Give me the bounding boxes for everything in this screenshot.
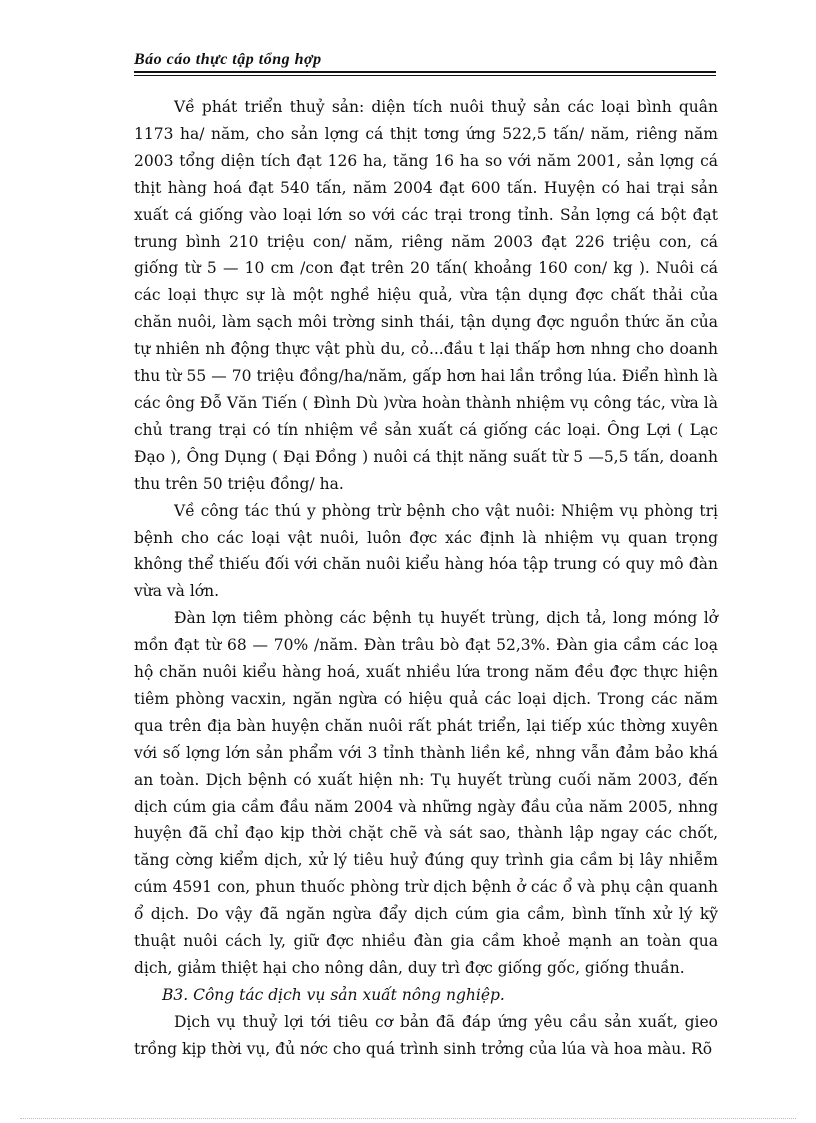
header-title: Báo cáo thực tập tổng hợp bbox=[134, 51, 322, 68]
header-rule-thick bbox=[134, 71, 716, 73]
paragraph-veterinary: Về công tác thú y phòng trừ bệnh cho vật nuôi: Nhiệm vụ phòng trị bệnh cho các loại vật nuôi, luôn đợc xác định là nhiệm vụ quan trọng không thể thiếu đối với chăn nuôi kiểu hàng hóa tập trung có quy mô đàn vừa và lớn. bbox=[134, 501, 718, 601]
page-header bbox=[134, 50, 716, 76]
page-bottom-border bbox=[20, 1118, 796, 1119]
document-body bbox=[134, 94, 718, 1063]
section-heading-b3: B3. Công tác dịch vụ sản xuất nông nghiệp. bbox=[162, 985, 505, 1004]
paragraph-irrigation: Dịch vụ thuỷ lợi tới tiêu cơ bản đã đáp ứng yêu cầu sản xuất, gieo trồng kịp thời vụ, đủ nớc cho quá trình sinh trởng của lúa và hoa màu. Rõ bbox=[134, 1012, 718, 1058]
header-rule-thin bbox=[134, 75, 716, 76]
paragraph-fisheries: Về phát triển thuỷ sản: diện tích nuôi thuỷ sản các loại bình quân 1173 ha/ năm, cho sản lợng cá thịt tơng ứng 522,5 tấn/ năm, riêng năm 2003 tổng diện tích đạt 126 ha, tăng 16 ha so với năm 2001, sản lợng cá thịt hàng hoá đạt 540 tấn, năm 2004 đạt 600 tấn. Huyện có hai trại sản xuất cá giống vào loại lớn so với các trại trong tỉnh. Sản lợng cá bột đạt trung bình 210 triệu con/ năm, riêng năm 2003 đạt 226 triệu con, cá giống từ 5 — 10 cm /con đạt trên 20 tấn( khoảng 160 con/ kg ). Nuôi cá các loại thực sự là một nghề hiệu quả, vừa tận dụng đợc chất thải của chăn nuôi, làm sạch môi trờng sinh thái, tận dụng đợc nguồn thức ăn của tự nhiên nh động thực vật phù du, cỏ...đầu t lại thấp hơn nhng cho doanh thu từ 55 — 70 triệu đồng/ha/năm, gấp hơn hai lần trồng lúa. Điển hình là các ông Đỗ Văn Tiến ( Đình Dù )vừa hoàn thành nhiệm vụ công tác, vừa là chủ trang trại có tín nhiệm về sản xuất cá giống các loại. Ông Lợi ( Lạc Đạo ), Ông Dụng ( Đại Đồng ) nuôi cá thịt năng suất từ 5 —5,5 tấn, doanh thu trên 50 triệu đồng/ ha. bbox=[134, 98, 718, 493]
paragraph-vaccination: Đàn lợn tiêm phòng các bệnh tụ huyết trùng, dịch tả, long móng lở mồn đạt từ 68 — 70% /năm. Đàn trâu bò đạt 52,3%. Đàn gia cầm các loạ hộ chăn nuôi kiểu hàng hoá, xuất nhiều lứa trong năm đều đợc thực hiện tiêm phòng vacxin, ngăn ngừa có hiệu quả các loại dịch. Trong các năm qua trên địa bàn huyện chăn nuôi rất phát triển, lại tiếp xúc thờng xuyên với số lợng lớn sản phẩm với 3 tỉnh thành liền kề, nhng vẫn đảm bảo khá an toàn. Dịch bệnh có xuất hiện nh: Tụ huyết trùng cuối năm 2003, đến dịch cúm gia cầm đầu năm 2004 và những ngày đầu của năm 2005, nhng huyện đã chỉ đạo kịp thời chặt chẽ và sát sao, thành lập ngay các chốt, tăng cờng kiểm dịch, xử lý tiêu huỷ đúng quy trình gia cầm bị lây nhiễm cúm 4591 con, phun thuốc phòng trừ dịch bệnh ở các ổ và phụ cận quanh ổ dịch. Do vậy đã ngăn ngừa đẩy dịch cúm gia cầm, bình tĩnh xử lý kỹ thuật nuôi cách ly, giữ đợc nhiều đàn gia cầm khoẻ mạnh an toàn qua dịch, giảm thiệt hại cho nông dân, duy trì đợc giống gốc, giống thuần. bbox=[134, 609, 718, 977]
